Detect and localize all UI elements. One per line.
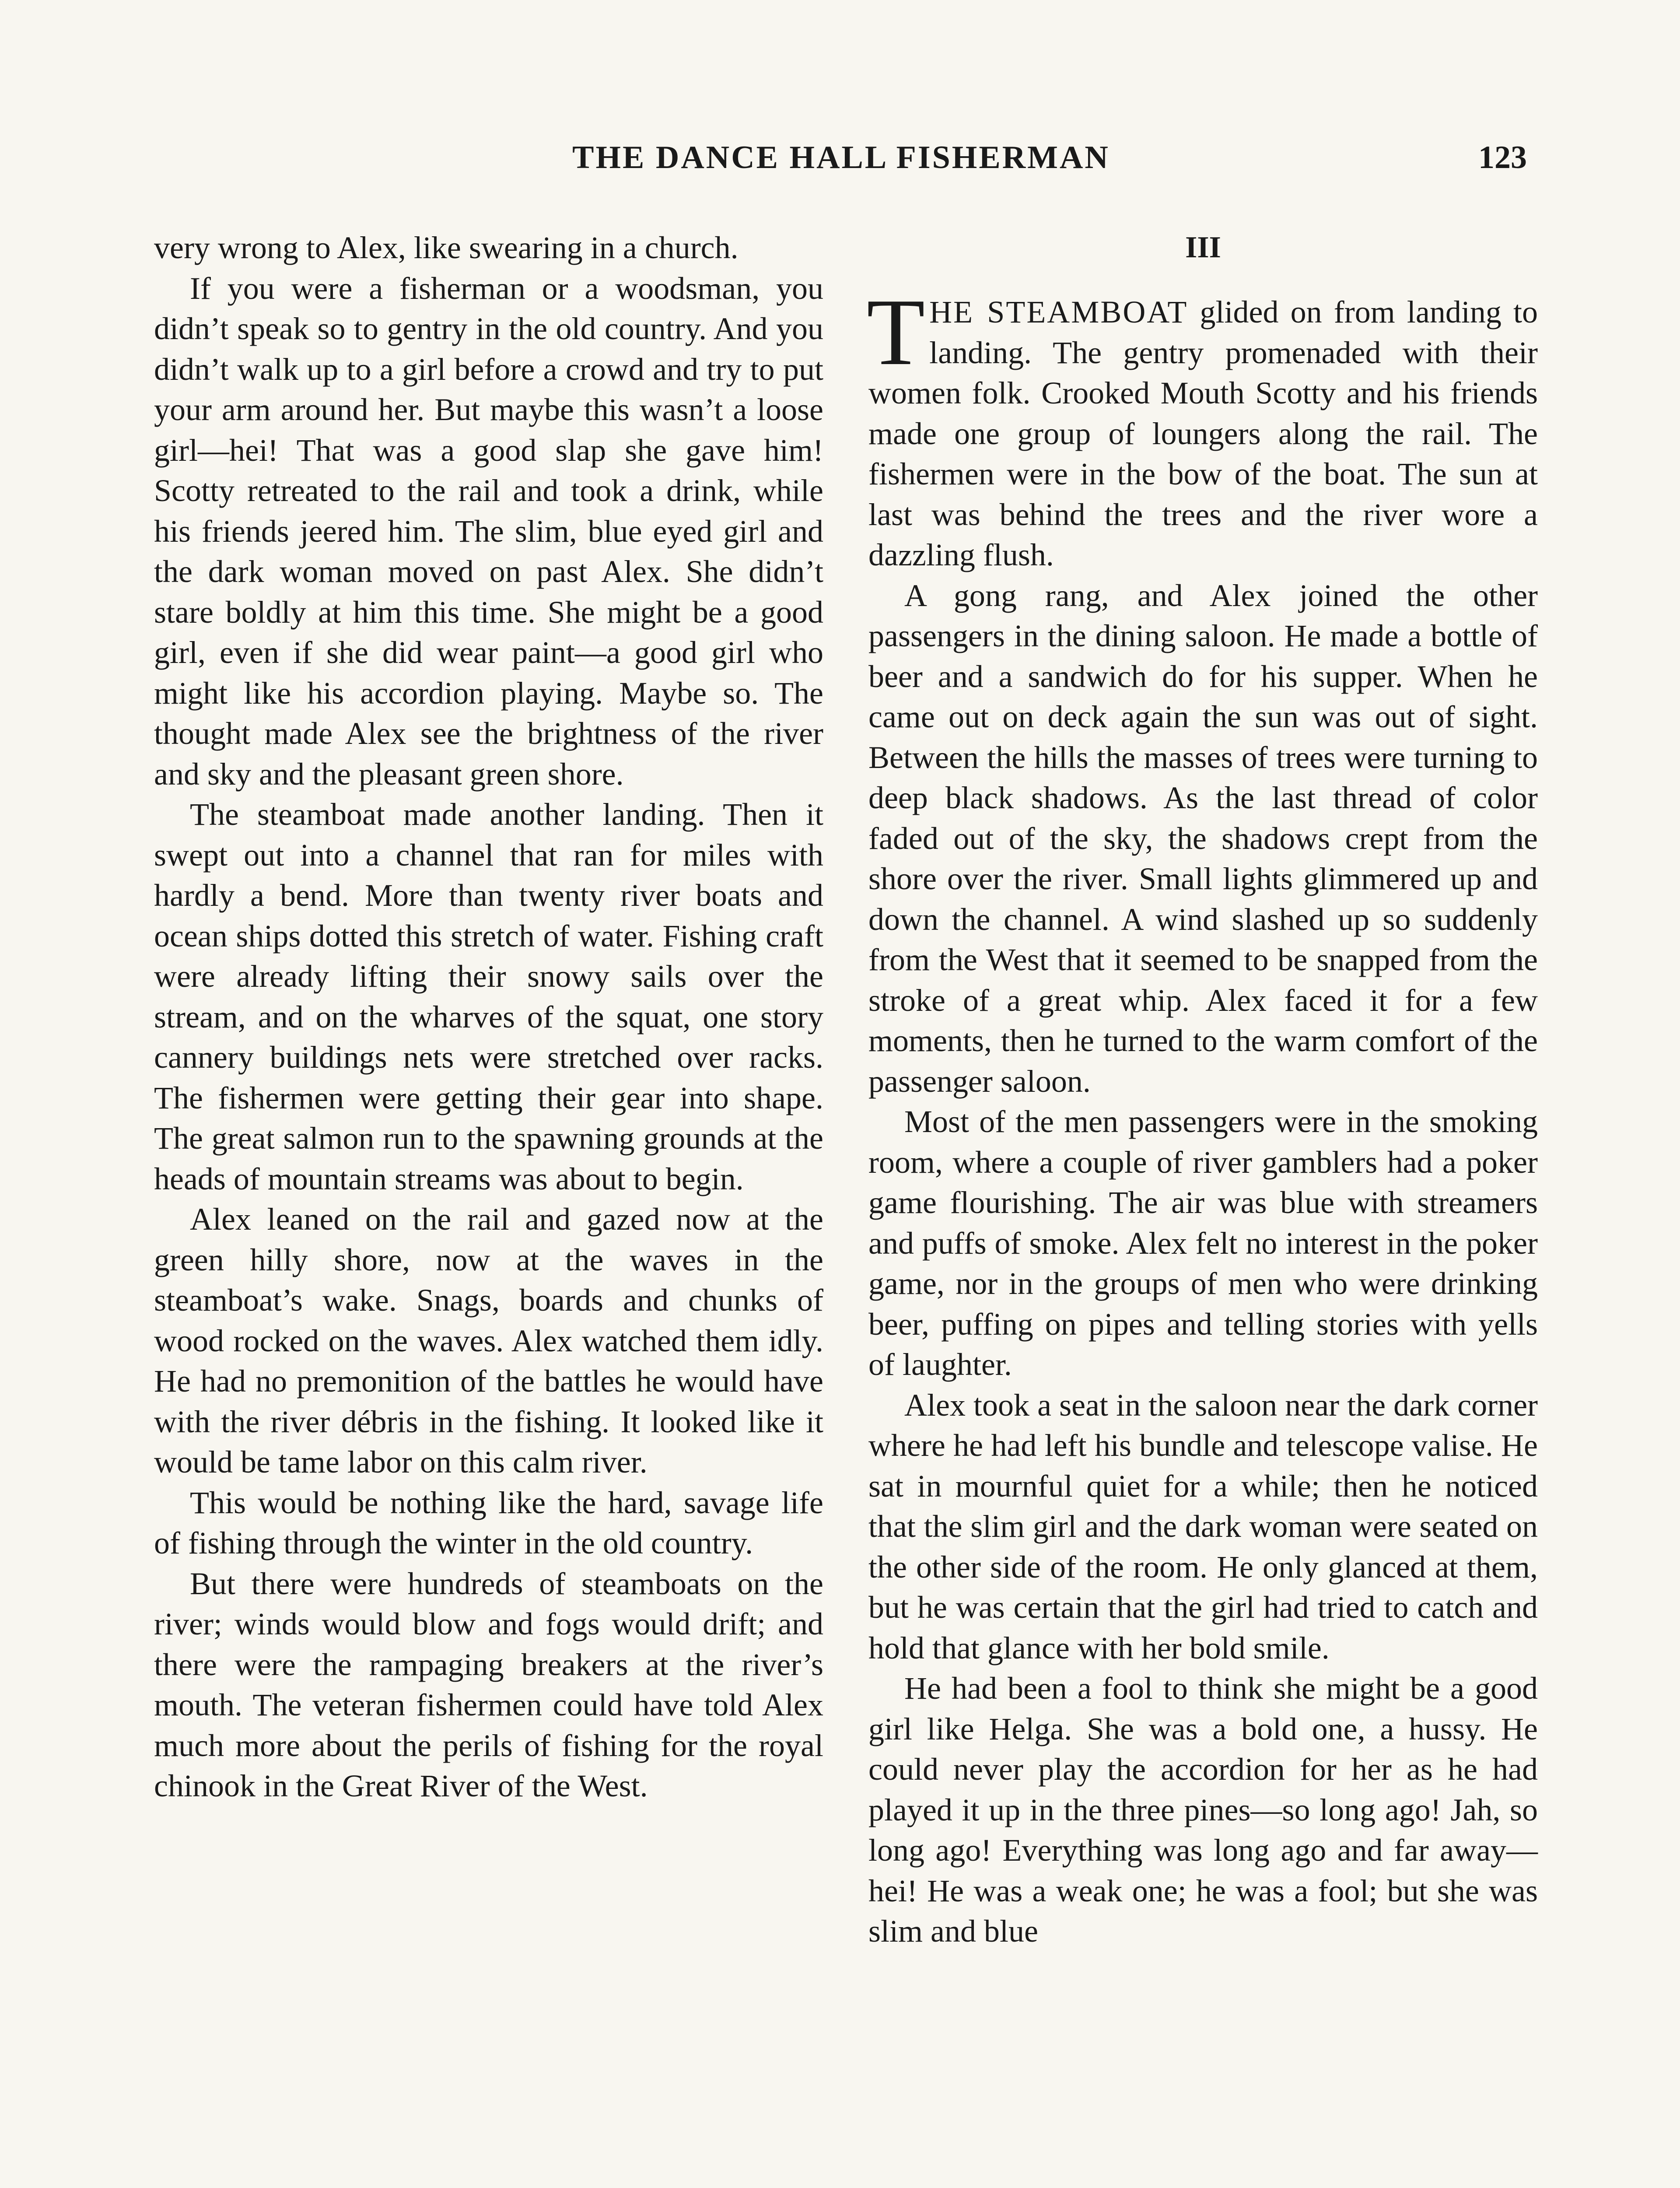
paragraph: If you were a fisherman or a woodsman, you didn’t speak so to gentry in the old country. And you didn’t walk up to a girl before a crowd and try to put your arm around her. But maybe this wasn’t a loose girl—hei! That was a good slap she gave him! Scotty retreated to the rail and took a drink, while his friends jeered him. The slim, blue eyed girl and the dark woman moved on past Alex. She didn’t stare boldly at him this time. She might be a good girl, even if she did wear paint—a good girl who might like his accordion playing. Maybe so. The thought made Alex see the brightness of the river and sky and the pleasant green shore. [154, 270, 823, 792]
left-column [154, 228, 823, 1806]
paragraph: He had been a fool to think she might be a good girl like Helga. She was a bold one, a hussy. He could never play the accordion for her as he had played it up in the three pines—so long ago! Jah, so long ago! Everything was long ago and far away—hei! He was a weak one; he was a fool; but she was slim and blue [868, 1671, 1538, 1949]
page-header [155, 139, 1527, 187]
paragraph: The steamboat made another landing. Then it swept out into a channel that ran for miles with hardly a bend. More than twenty river boats and ocean ships dotted this stretch of water. Fishing craft were already lifting their snowy sails over the stream, and on the wharves of the squat, one story cannery buildings nets were stretched over racks. The fishermen were getting their gear into shape. The great salmon run to the spawning grounds at the heads of mountain streams was about to begin. [154, 797, 823, 1196]
paragraph: Alex leaned on the rail and gazed now at the green hilly shore, now at the waves in the steamboat’s wake. Snags, boards and chunks of wood rocked on the waves. Alex watched them idly. He had no premonition of the battles he would have with the river débris in the fishing. It looked like it would be tame labor on this calm river. [154, 1202, 823, 1480]
opening-paragraph [867, 280, 1538, 575]
paragraph: A gong rang, and Alex joined the other passengers in the dining saloon. He made a bottle of beer and a sandwich do for his supper. When he came out on deck again the sun was out of sight. Between the hills the masses of trees were turning to deep black shadows. As the last thread of color faded out of the sky, the shadows crept from the shore over the river. Small lights glimmered up and down the channel. A wind slashed up so suddenly from the West that it seemed to be snapped from the stroke of a great whip. Alex faced it for a few moments, then he turned to the warm comfort of the passenger saloon. [868, 578, 1538, 1099]
drop-cap: T [867, 280, 925, 385]
page-number: 123 [1478, 140, 1527, 175]
paragraph: But there were hundreds of steamboats on the river; winds would blow and fogs would drift; and there were the rampaging breakers at the river’s mouth. The veteran fishermen could have told Alex much more about the perils of fishing for the royal chinook in the Great River of the West. [154, 1566, 823, 1803]
section-number: III [1185, 231, 1221, 264]
right-column [868, 228, 1538, 1952]
paragraph: very wrong to Alex, like swearing in a church. [154, 230, 738, 265]
paragraph: Alex took a seat in the saloon near the dark corner where he had left his bundle and telescope valise. He sat in mournful quiet for a while; then he noticed that the slim girl and the dark woman were seated on the other side of the room. He only glanced at them, but he was certain that the girl had tried to catch and hold that glance with her bold smile. [868, 1387, 1538, 1666]
opening-paragraph-text: glided on from landing to landing. The gentry promenaded with their women folk. Crooked Mouth Scotty and his friends made one group of loungers along the rail. The fishermen were in the bow of the boat. The sun at last was behind the trees and the river wore a dazzling flush. [868, 295, 1538, 572]
paragraph: Most of the men passengers were in the smoking room, where a couple of river gamblers had a poker game flourishing. The air was blue with streamers and puffs of smoke. Alex felt no interest in the poker game, nor in the groups of men who were drinking beer, puffing on pipes and telling stories with yells of laughter. [868, 1104, 1538, 1382]
lead-caps: HE STEAMBOAT [929, 295, 1188, 330]
running-title: THE DANCE HALL FISHERMAN [572, 140, 1110, 175]
paragraph: This would be nothing like the hard, savage life of fishing through the winter in the old country. [154, 1485, 823, 1560]
